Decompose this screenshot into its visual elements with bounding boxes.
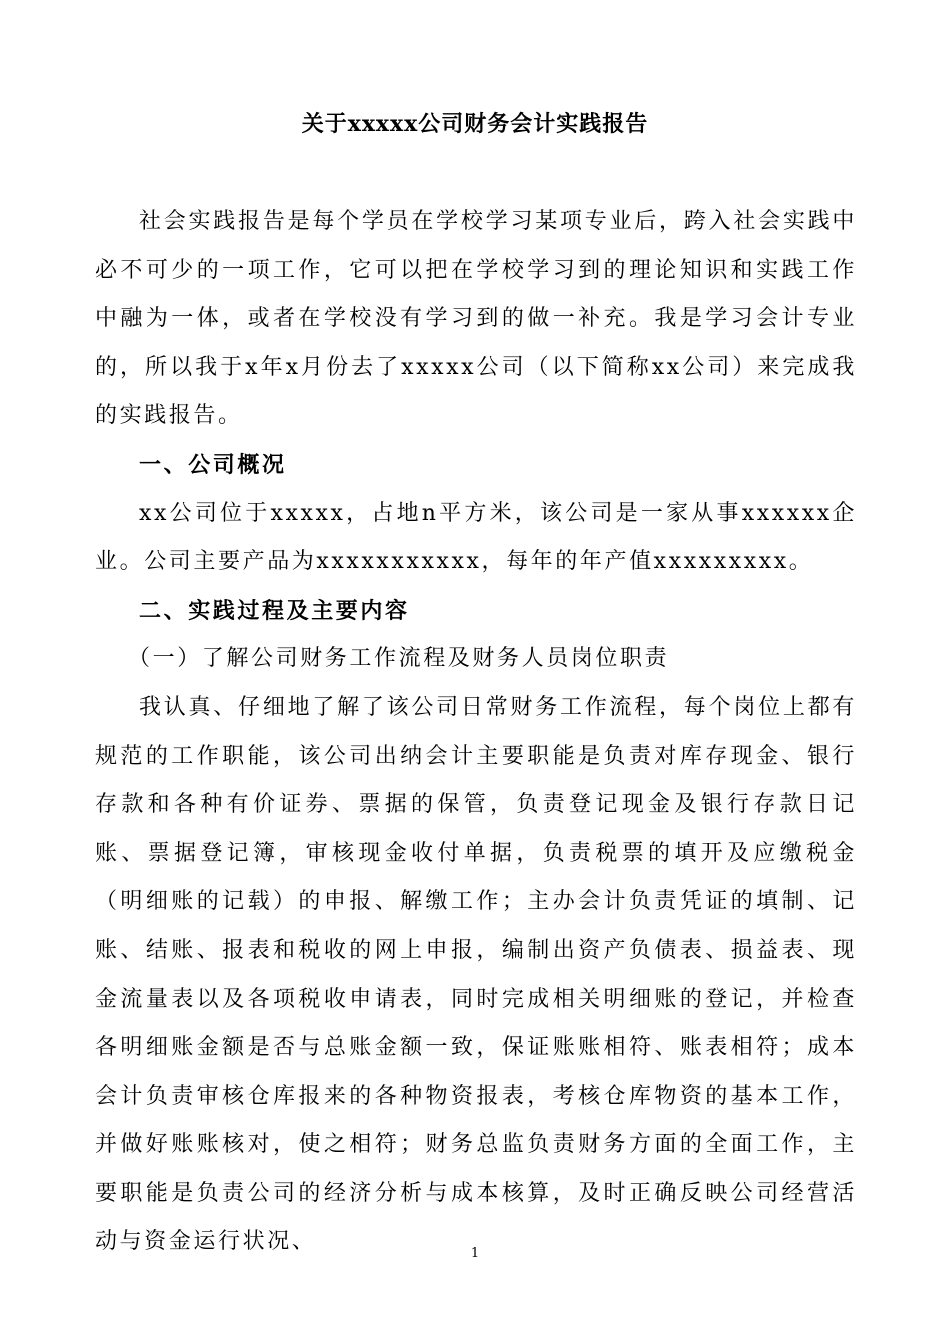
section-heading-practice-process: 二、实践过程及主要内容 xyxy=(139,597,410,624)
company-overview-paragraph: xx公司位于xxxxx，占地n平方米，该公司是一家从事xxxxxx企业。公司主要产品为xxxxxxxxxxx，每年的年产值xxxxxxxxx。 xyxy=(95,500,857,575)
page-number: 1 xyxy=(470,1246,480,1261)
subsection-heading-financial-workflow: （一）了解公司财务工作流程及财务人员岗位职责 xyxy=(128,646,670,672)
section-heading-company-overview: 一、公司概况 xyxy=(139,451,287,478)
intro-paragraph: 社会实践报告是每个学员在学校学习某项专业后，跨入社会实践中必不可少的一项工作，它可以把在学校学习到的理论知识和实践工作中融为一体，或者在学校没有学习到的做一补充。我是学习会计专业的，所以我于x年x月份去了xxxxx公司（以下简称xx公司）来完成我的实践报告。 xyxy=(95,209,857,429)
document-title: 关于xxxxx公司财务会计实践报告 xyxy=(301,111,649,137)
workflow-paragraph: 我认真、仔细地了解了该公司日常财务工作流程，每个岗位上都有规范的工作职能，该公司出纳会计主要职能是负责对库存现金、银行存款和各种有价证券、票据的保管，负责登记现金及银行存款日记账、票据登记簿，审核现金收付单据，负责税票的填开及应缴税金（明细账的记载）的申报、解缴工作；主办会计负责凭证的填制、记账、结账、报表和税收的网上申报，编制出资产负债表、损益表、现金流量表以及各项税收申请表，同时完成相关明细账的登记，并检查各明细账金额是否与总账金额一致，保证账账相符、账表相符；成本会计负责审核仓库报来的各种物资报表，考核仓库物资的基本工作，并做好账账核对，使之相符；财务总监负责财务方面的全面工作，主要职能是负责公司的经济分析与成本核算，及时正确反映公司经营活动与资金运行状况、 xyxy=(95,694,857,1255)
document-body xyxy=(95,198,857,1267)
